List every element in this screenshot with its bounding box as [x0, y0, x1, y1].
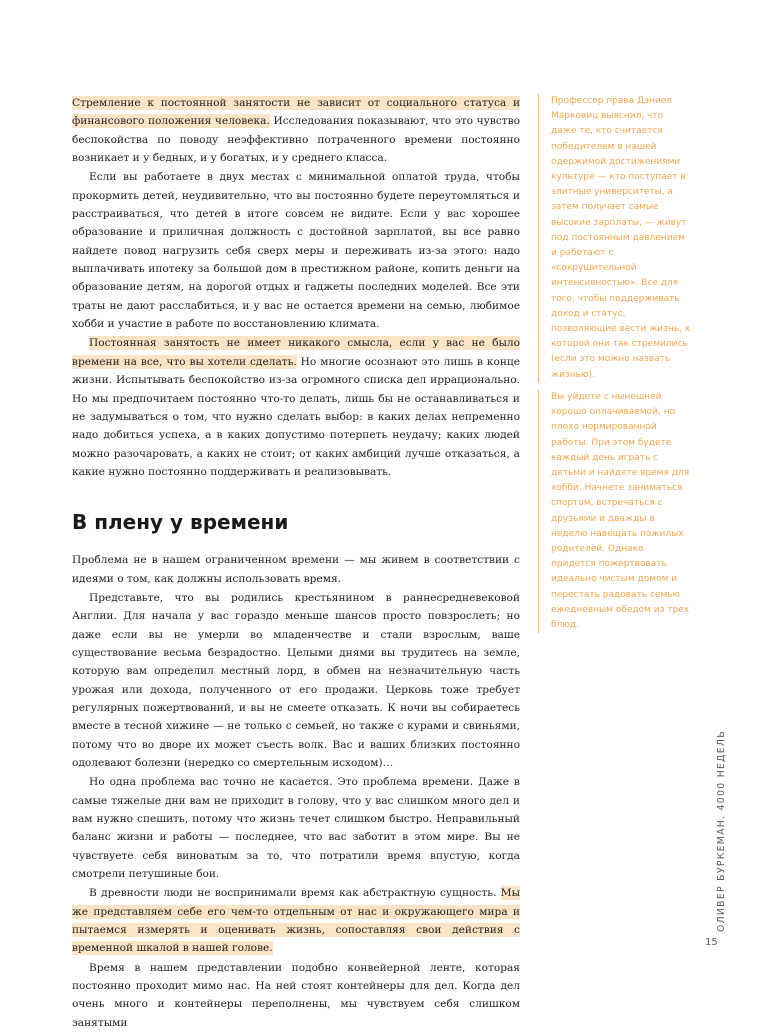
paragraph-2: Если вы работаете в двух местах с минимальной оплатой труда, чтобы прокормить детей, неудивительно, что вы постоянно будете переутомляться и расстраиваться, что детей в итоге совсем не видите. Если у вас хорошее образование и приличная должность с достойной зарплатой, вы все равно найдете повод нагрузить себя сверх меры и переживать из-за этого: надо выплачивать ипотеку за большой дом в престижном районе, копить деньги на образование детям, на дорогой отдых и гаджеты последних моделей. Все эти траты не дают расслабиться, и у вас не остается времени на семью, любимое хобби и участие в работе по восстановлению климата.: [72, 171, 520, 331]
running-header: [716, 712, 728, 932]
sidenote-1: Профессор права Дэниел Марковиц выяснил, что даже те, кто считается победителем в нашей одержимой достижениями культуре — кто поступает в элитные университеты, а затем получает самые высокие зарплаты, — живут под постоянным давлением и работают с «сокрушительной интенсивностью». Все для того, чтобы поддерживать доход и статус, позволяющие вести жизнь, к которой они так стремились (если это можно назвать жизнью).: [538, 94, 691, 383]
paragraph-8: Время в нашем представлении подобно конвейерной ленте, которая постоянно проходит мимо нас. На ней стоят контейнеры для дел. Когда дел очень много и контейнеры переполнены, мы чувствуем себя слишком занятыми: [72, 961, 520, 1029]
highlight: Стремление к постоянной занятости не зависит от социального статуса и финансового положения человека.: [72, 97, 520, 128]
section-heading: В плену у времени: [72, 510, 289, 535]
paragraph-3: Постоянная занятость не имеет никакого смысла, если у вас не было времени на все, что вы хотели сделать. Но многие осознают это лишь в конце жизни. Испытывать беспокойство из-за огромного списка дел иррационально. Но мы предпочитаем постоянно что-то делать, лишь бы не останавливаться и не задумываться о том, что нужно сделать выбор: в каких делах непременно надо добиться успеха, а в каких допустимо потерпеть неудачу; каких людей можно разочаровать, а каких не стоит; от каких амбиций лучше отказаться, а какие нужно постоянно поддерживать и реализовывать.: [72, 337, 520, 478]
highlight: Мы же представляем себе его чем-то отдельным от нас и окружающего мира и пытаемся измерять и оценивать жизнь, сопоставляя свои действия с временной шкалой в нашей голове.: [72, 887, 520, 955]
main-text-column: [72, 94, 520, 1033]
highlight: Постоянная занятость не имеет никакого смысла, если у вас не было времени на все, что вы хотели сделать.: [72, 337, 520, 368]
page-number: 15: [705, 937, 718, 948]
paragraph-5: Представьте, что вы родились крестьянином в раннесредневековой Англии. Для начала у вас гораздо меньше шансов просто повзрослеть; но даже если вы не умерли во младенчестве и стали взрослым, ваше существование весьма безрадостно. Целыми днями вы трудитесь на земле, которую вам определил местный лорд, в обмен на незначительную часть урожая или дохода, полученного от его продажи. Церковь тоже требует регулярных пожертвований, и вы не смеете отказать. К ночи вы собираетесь вместе в тесной хижине — не только с семьей, но также с курами и свиньями, потому что во дворе их может съесть волк. Вас и ваших близких постоянно одолевают болезни (нередко со смертельным исходом)…: [72, 591, 520, 769]
running-header-text: ОЛИВЕР БУРКЕМАН. 4000 НЕДЕЛЬ: [716, 730, 727, 932]
paragraph-7: В древности люди не воспринимали время как абстрактную сущность. Мы же представляем себе его чем-то отдельным от нас и окружающего мира и пытаемся измерять и оценивать жизнь, сопоставляя свои действия с временной шкалой в нашей голове.: [72, 887, 520, 955]
paragraph-6: Но одна проблема вас точно не касается. Это проблема времени. Даже в самые тяжелые дни вам не приходит в голову, что у вас слишком много дел и вам нужно спешить, потому что жизнь течет слишком быстро. Неправильный баланс жизни и работы — последнее, что вас заботит в этом мире. Вы не чувствуете себя виноватым за то, что потратили время впустую, когда смотрели петушиные бои.: [72, 776, 520, 881]
sidenote-2: Вы уйдете с нынешней хорошо оплачиваемой, но плохо нормированной работы. При этом будете каждый день играть с детьми и найдете время для хобби. Начнете заниматься спортом, встречаться с друзьями и дважды в неделю навещать пожилых родителей. Однако придется пожертвовать идеально чистым домом и перестать радовать семью ежедневным обедом из трех блюд.: [538, 390, 691, 633]
paragraph-1: Стремление к постоянной занятости не зависит от социального статуса и финансового положения человека. Исследования показывают, что это чувство беспокойства по поводу неэффективно потраченного времени постоянно возникает и у бедных, и у богатых, и у среднего класса.: [72, 97, 520, 165]
paragraph-4: Проблема не в нашем ограниченном времени — мы живем в соответствии с идеями о том, как должны использовать время.: [72, 554, 520, 585]
